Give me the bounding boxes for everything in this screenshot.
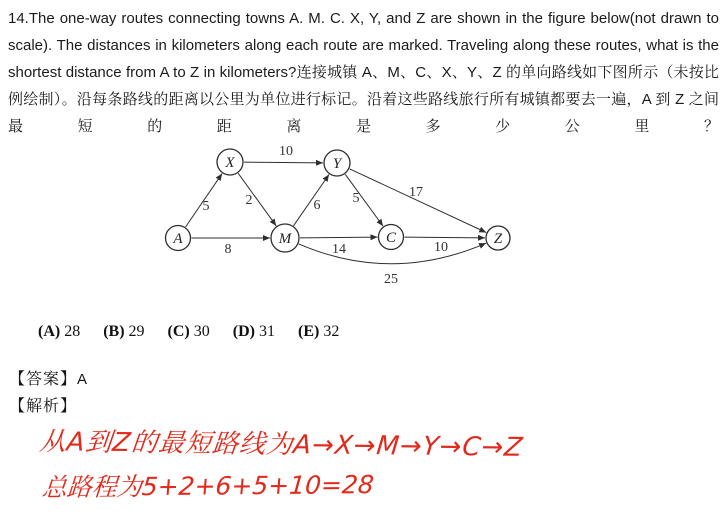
edge-label-M-Z: 25 <box>384 272 398 287</box>
choice-e-value: 32 <box>323 323 340 340</box>
handwritten-solution-line2: 总路程为5+2+6+5+10=28 <box>40 470 375 503</box>
problem-text-english: 14.The one-way routes connecting towns A. M. C. X, Y, and Z are shown in the figure below(not drawn to scale). The distances in kilometers along each route are marked. Traveling along these routes, what is the shortest distance from A to Z in kilometers? <box>8 10 719 81</box>
choice-c-label: (C) <box>167 323 190 340</box>
choice-d-label: (D) <box>232 323 255 340</box>
edge-label-X-M: 2 <box>245 193 253 208</box>
edge-X-Y <box>244 162 323 163</box>
problem-statement <box>8 5 719 140</box>
choice-a-label: (A) <box>38 323 61 340</box>
edge-label-A-M: 8 <box>224 242 232 257</box>
edge-label-Y-C: 5 <box>352 191 360 206</box>
analysis-line <box>9 393 77 416</box>
choice-b <box>103 323 144 340</box>
choice-a <box>38 323 80 340</box>
choice-a-value: 28 <box>64 323 81 340</box>
edge-label-X-Y: 10 <box>279 144 293 159</box>
choice-e-label: (E) <box>297 323 320 340</box>
edge-label-C-Z: 10 <box>434 240 448 255</box>
choice-c-value: 30 <box>193 323 210 340</box>
node-label-M: M <box>278 231 292 247</box>
node-label-C: C <box>385 230 397 246</box>
edge-Y-Z <box>350 169 487 233</box>
answer-line <box>9 366 88 389</box>
node-label-X: X <box>225 155 235 171</box>
route-diagram <box>138 140 530 292</box>
node-label-Y: Y <box>332 156 342 172</box>
answer-prefix: 【答案】 <box>9 371 78 388</box>
edge-M-Y <box>294 175 329 226</box>
choice-e <box>298 323 339 340</box>
answer-value: A <box>77 371 89 388</box>
answer-choices <box>38 323 362 341</box>
choice-d-value: 31 <box>258 323 275 340</box>
edge-label-A-X: 5 <box>202 199 210 214</box>
edge-label-M-C: 14 <box>332 242 346 257</box>
choice-b-value: 29 <box>128 323 145 340</box>
problem-text-chinese: 连接城镇 A、M、C、X、Y、Z 的单向路线如下图所示（未按比例绘制）。沿每条路线的距离以公里为单位进行标记。沿着这些路线旅行所有城镇都要去一遍，A 到 Z 之间最短的距离是多少公里？ <box>8 64 719 135</box>
analysis-prefix: 【解析】 <box>9 398 78 415</box>
choice-c <box>168 323 210 340</box>
node-label-A: A <box>173 231 183 247</box>
handwritten-solution-line1: 从A到Z的最短路线为A→X→M→Y→C→Z <box>38 427 525 463</box>
edge-C-Z <box>404 237 485 238</box>
node-label-Z: Z <box>493 231 503 247</box>
choice-d <box>233 323 275 340</box>
edge-M-C <box>300 237 378 238</box>
choice-b-label: (B) <box>103 323 125 340</box>
edge-X-M <box>238 173 276 226</box>
edge-label-Y-Z: 17 <box>409 185 423 200</box>
edge-label-M-Y: 6 <box>313 198 321 213</box>
